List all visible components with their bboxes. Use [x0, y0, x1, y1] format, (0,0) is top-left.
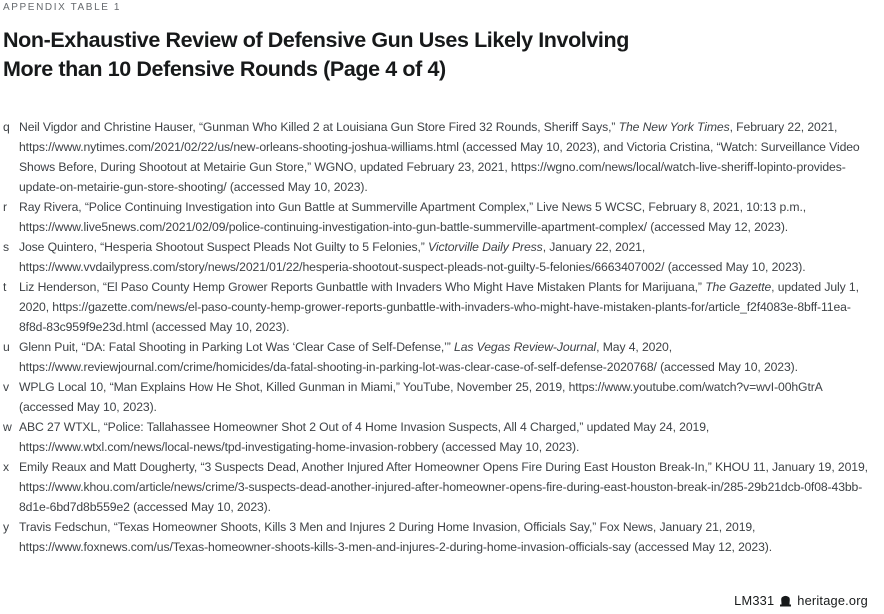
- footnote-item: [3, 237, 868, 277]
- footnote-label: u: [3, 340, 10, 354]
- footnotes-list: [3, 117, 868, 557]
- footnote-label: t: [3, 280, 7, 294]
- footnote-item: [3, 337, 868, 377]
- footnote-item: [3, 517, 868, 557]
- footnote-text: Travis Fedschun, “Texas Homeowner Shoots, Kills 3 Men and Injures 2 During Home Invasion, Officials Say,” Fox News, January 21, 2019, https://www.foxnews.com/us/Texas-homeowner-shoots-kills-3-men-and-injures-2-during-home-invasion-officials-say (accessed May 12, 2023).: [19, 520, 773, 554]
- footnote-label: x: [3, 460, 9, 474]
- footnote-label: q: [3, 120, 10, 134]
- page-title-line-1: Non-Exhaustive Review of Defensive Gun Uses Likely Involving: [3, 28, 629, 52]
- footnote-item: [3, 197, 868, 237]
- footnote-label: v: [3, 380, 9, 394]
- liberty-bell-icon: [779, 595, 792, 607]
- page-title-line-2: More than 10 Defensive Rounds (Page 4 of 4): [3, 57, 446, 81]
- footnote-item: [3, 417, 868, 457]
- footnote-text: Glenn Puit, “DA: Fatal Shooting in Parking Lot Was ‘Clear Case of Self-Defense,’” Las Vegas Review-Journal, May 4, 2020, https://www.reviewjournal.com/crime/homicides/da-fatal-shooting-in-parking-lot-was-clear-case-of-self-defense-2020768/ (accessed May 10, 2023).: [19, 340, 798, 374]
- footnote-item: [3, 277, 868, 337]
- footnote-label: y: [3, 520, 9, 534]
- footnote-text: Liz Henderson, “El Paso County Hemp Grower Reports Gunbattle with Invaders Who Might Have Mistaken Plants for Marijuana,” The Gazette, updated July 1, 2020, https://gazette.com/news/el-paso-county-hemp-grower-reports-gunbattle-with-invaders-who-might-have-mistaken-plants-for/article_f2f4083e-8bff-11ea-8f8d-83c959f9e23d.html (accessed May 10, 2023).: [19, 280, 859, 334]
- footnote-item: [3, 117, 868, 197]
- footnote-text: Jose Quintero, “Hesperia Shootout Suspect Pleads Not Guilty to 5 Felonies,” Victorville Daily Press, January 22, 2021, https://www.vvdailypress.com/story/news/2021/01/22/hesperia-shootout-suspect-pleads-not-guilty-5-felonies/6663407002/ (accessed May 10, 2023).: [19, 240, 806, 274]
- page-title: [3, 26, 868, 84]
- page-footer: [734, 593, 868, 608]
- footnote-label: s: [3, 240, 9, 254]
- footnote-item: [3, 377, 868, 417]
- footnote-text: WPLG Local 10, “Man Explains How He Shot, Killed Gunman in Miami,” YouTube, November 25, 2019, https://www.youtube.com/watch?v=wvI-00hGtrA (accessed May 10, 2023).: [19, 380, 823, 414]
- site-domain: heritage.org: [797, 593, 868, 608]
- appendix-table-label: APPENDIX TABLE 1: [3, 2, 122, 13]
- footnote-text: Emily Reaux and Matt Dougherty, “3 Suspects Dead, Another Injured After Homeowner Opens Fire During East Houston Break-In,” KHOU 11, January 19, 2019, https://www.khou.com/article/news/crime/3-suspects-dead-another-injured-after-homeowner-opens-fire-during-east-houston-break-in/285-29b21dcb-0f08-43bb-8d1e-6bd7d8b559e2 (accessed May 10, 2023).: [19, 460, 868, 514]
- footnote-label: w: [3, 420, 12, 434]
- footnote-text: ABC 27 WTXL, “Police: Tallahassee Homeowner Shot 2 Out of 4 Home Invasion Suspects, All 4 Charged,” updated May 24, 2019, https://www.wtxl.com/news/local-news/tpd-investigating-home-invasion-robbery (accessed May 10, 2023).: [19, 420, 710, 454]
- document-code: LM331: [734, 593, 775, 608]
- footnote-text: Neil Vigdor and Christine Hauser, “Gunman Who Killed 2 at Louisiana Gun Store Fired 32 Rounds, Sheriff Says,” The New York Times, February 22, 2021, https://www.nytimes.com/2021/02/22/us/new-orleans-shooting-joshua-williams.html (accessed May 10, 2023), and Victoria Cristina, “Watch: Surveillance Video Shows Before, During Shootout at Metairie Gun Store,” WGNO, updated February 23, 2021, https://wgno.com/news/local/watch-live-sheriff-lopinto-provides-update-on-metairie-gun-store-shooting/ (accessed May 10, 2023).: [19, 120, 860, 194]
- footnote-item: [3, 457, 868, 517]
- footnote-label: r: [3, 200, 7, 214]
- footnote-text: Ray Rivera, “Police Continuing Investigation into Gun Battle at Summerville Apartment Complex,” Live News 5 WCSC, February 8, 2021, 10:13 p.m., https://www.live5news.com/2021/02/09/police-continuing-investigation-into-gun-battle-summerville-apartment-complex/ (accessed May 12, 2023).: [19, 200, 807, 234]
